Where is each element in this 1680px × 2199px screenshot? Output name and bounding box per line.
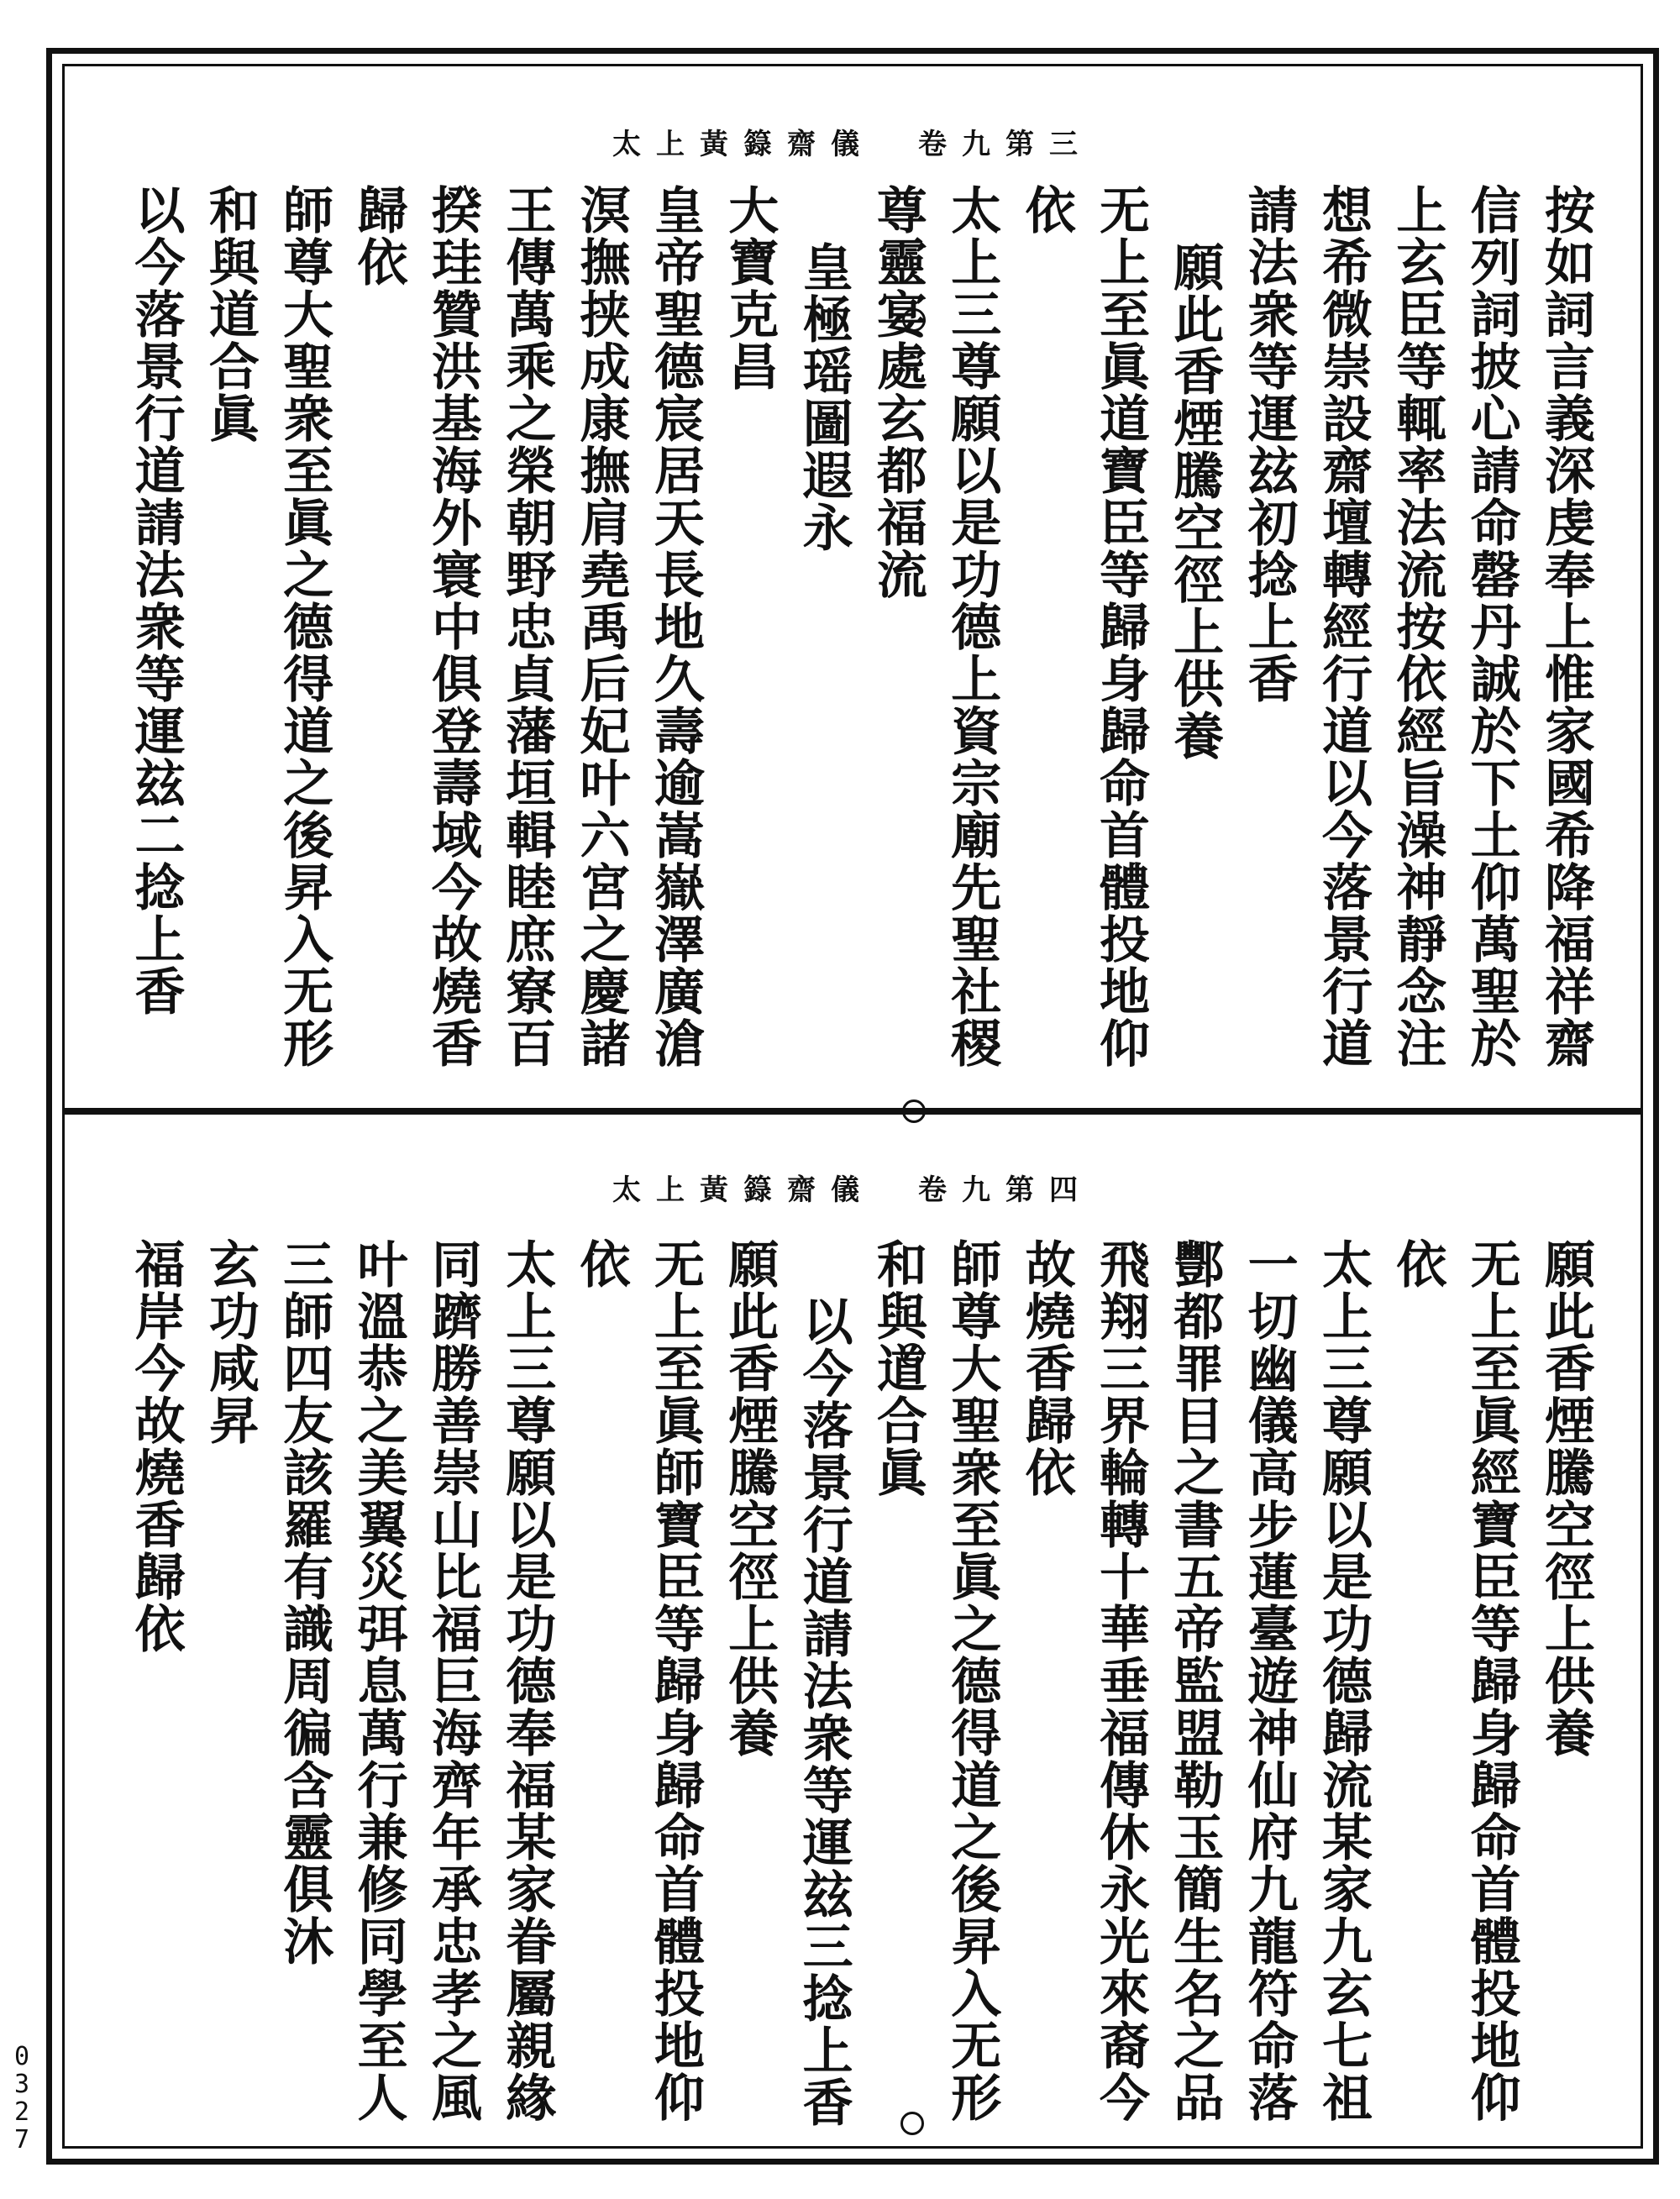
text-column: 无上至眞經寶臣等歸身歸命首體投地仰 [1462, 1238, 1521, 2123]
text-column: 請法衆等運玆初捻上香 [1239, 184, 1299, 705]
text-column: 玄功咸昇 [200, 1238, 260, 1446]
page-frame [46, 48, 1659, 2165]
page-number [13, 2043, 31, 2154]
text-column: 无上至眞道寶臣等歸身歸命首體投地仰 [1090, 184, 1150, 1069]
inner-border [62, 64, 1643, 2149]
text-column: 依 [1016, 184, 1076, 236]
text-column: 三師四友該羅有識周徧含靈俱沐 [275, 1238, 334, 1967]
circle-mark-icon [900, 1343, 924, 1367]
page-number-digit: 0 [13, 2042, 30, 2071]
text-column: 依 [571, 1238, 631, 1290]
upper-page-header: 太上黃籙齋儀 卷九第三 [612, 128, 1093, 161]
text-column: 王傳萬乘之榮朝野忠貞藩垣輯睦庶寮百 [497, 184, 557, 1069]
lower-page [98, 1173, 1607, 2158]
page-divider [65, 1108, 1641, 1115]
text-column: 師尊大聖衆至眞之德得道之後昇入无形 [942, 1238, 1002, 2123]
text-column: 溟撫挟成康撫肩堯禹后妃叶六宮之慶諸 [571, 184, 631, 1069]
circle-mark-icon [902, 308, 926, 332]
text-column: 太上三尊願以是功德上資宗廟先聖社稷 [942, 184, 1002, 1069]
page-number-digit: 3 [13, 2070, 30, 2099]
text-column: 以今落景行道請法衆等運玆三捻上香 [794, 1295, 853, 2128]
text-column: 歸依 [349, 184, 408, 288]
circle-mark-icon [900, 2112, 924, 2135]
text-column: 飛翔三界輪轉十華垂福傳休永光來裔今 [1090, 1238, 1150, 2123]
text-column: 皇極瑶圖遐永 [794, 241, 853, 554]
text-column: 太上三尊願以是功德歸流某家九玄七祖 [1313, 1238, 1373, 2123]
text-column: 想希微崇設齋壇轉經行道以今落景行道 [1313, 184, 1373, 1069]
text-column: 揆珪贊洪基海外寰中俱登壽域今故燒香 [423, 184, 482, 1069]
text-column: 故燒香歸依 [1016, 1238, 1076, 1498]
text-column: 叶溫恭之美翼災弭息萬行兼修同學至人 [349, 1238, 408, 2123]
text-column: 信列詞披心請命罄丹誠於下土仰萬聖於 [1462, 184, 1521, 1069]
text-column: 按如詞言義深虔奉上惟家國希降福祥齋 [1536, 184, 1595, 1069]
text-column: 和與道合眞 [200, 184, 260, 444]
upper-text-columns [123, 184, 1607, 1100]
text-column: 以今落景行道請法衆等運玆二捻上香 [126, 184, 186, 1017]
text-column: 和與道合眞 [868, 1238, 927, 1498]
text-column: 願此香煙騰空徑上供養 [720, 1238, 780, 1759]
lower-page-header: 太上黃籙齋儀 卷九第四 [612, 1173, 1093, 1207]
text-column: 願此香煙騰空徑上供養 [1536, 1238, 1595, 1759]
text-column: 尊靈宴處玄都福流 [868, 184, 927, 601]
text-column: 一切幽儀高步蓮臺遊神仙府九龍符命落 [1239, 1238, 1299, 2123]
text-column: 酆都罪目之書五帝監盟勒玉簡生名之品 [1165, 1238, 1225, 2123]
page-number-digit: 7 [13, 2125, 30, 2154]
text-column: 福岸今故燒香歸依 [126, 1238, 186, 1655]
text-column: 願此香煙騰空徑上供養 [1165, 241, 1225, 762]
text-column: 依 [1388, 1238, 1447, 1290]
lower-text-columns [123, 1238, 1607, 2158]
text-column: 同躋勝善崇山比福巨海齊年承忠孝之風 [423, 1238, 482, 2123]
upper-page [98, 128, 1607, 1100]
page-number-digit: 2 [13, 2097, 30, 2127]
text-column: 无上至眞師寶臣等歸身歸命首體投地仰 [645, 1238, 705, 2123]
text-column: 師尊大聖衆至眞之德得道之後昇入无形 [275, 184, 334, 1069]
text-column: 上玄臣等輒率法流按依經旨澡神靜念注 [1388, 184, 1447, 1069]
text-column: 太上三尊願以是功德奉福某家眷屬親緣 [497, 1238, 557, 2123]
text-column: 大寶克昌 [720, 184, 780, 392]
text-column: 皇帝聖德宸居天長地久壽逾嵩嶽澤廣滄 [645, 184, 705, 1069]
